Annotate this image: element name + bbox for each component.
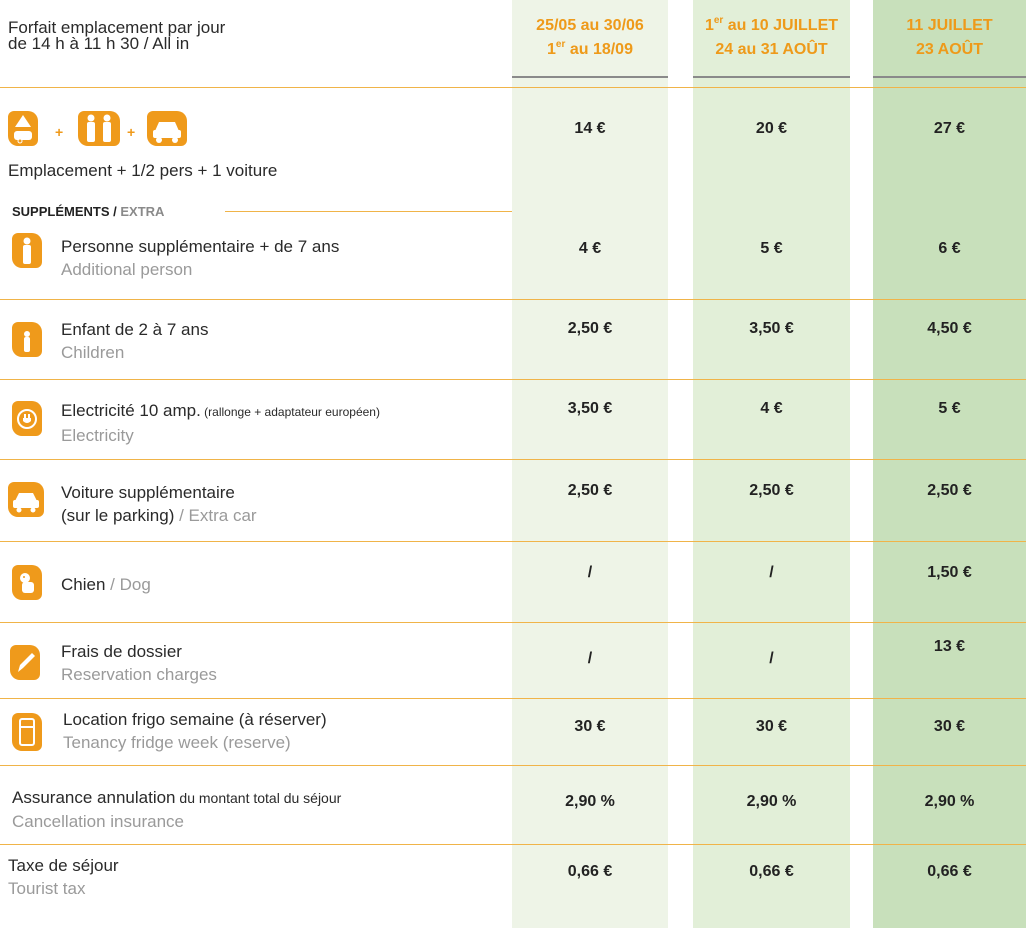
price-cell: 2,90 % — [565, 793, 615, 810]
row-label: Electricité 10 amp. (rallonge + adaptateur européen) Electricity — [61, 401, 380, 445]
price-cell: 20 € — [755, 120, 788, 137]
plus-sign: + — [127, 124, 136, 140]
price-cell: 4 € — [760, 400, 783, 417]
season-2-line-2: 24 au 31 AOÛT — [715, 41, 828, 58]
title-line-2: de 14 h à 11 h 30 / All in — [8, 34, 190, 53]
price-cell: 0,66 € — [749, 863, 794, 880]
plus-sign: + — [55, 124, 64, 140]
price-cell: / — [769, 650, 774, 667]
season-3-line-1: 11 JUILLET — [906, 17, 993, 34]
price-cell: / — [587, 564, 593, 581]
season-3-line-2: 23 AOÛT — [916, 41, 983, 58]
price-cell: 13 € — [933, 638, 966, 655]
pen-icon — [10, 645, 40, 680]
divider — [0, 459, 1026, 460]
price-cell: 27 € — [933, 120, 966, 137]
row-label: Personne supplémentaire + de 7 ans Additional person — [61, 237, 340, 279]
row-label: Assurance annulation du montant total du séjour Cancellation insurance — [12, 788, 342, 831]
price-cell: 5 € — [760, 240, 783, 257]
car-icon — [8, 482, 44, 517]
divider — [0, 844, 1026, 845]
price-cell: 1,50 € — [927, 564, 972, 581]
season-1-line-2: 1er au 18/09 — [547, 38, 633, 58]
season-column-3-bg — [873, 0, 1026, 928]
dog-icon — [12, 565, 42, 600]
row-label: Voiture supplémentaire (sur le parking) / Extra car — [61, 483, 257, 525]
row-label: Chien / Dog — [61, 575, 151, 594]
tent-caravan-icon — [8, 111, 38, 146]
divider — [0, 379, 1026, 380]
price-cell: / — [587, 650, 593, 667]
row-label: Frais de dossier Reservation charges — [61, 642, 217, 684]
price-cell: 0,66 € — [927, 863, 972, 880]
car-icon — [147, 111, 187, 146]
price-cell: 2,50 € — [567, 482, 613, 499]
divider — [0, 698, 1026, 699]
price-cell: 0,66 € — [567, 863, 613, 880]
two-persons-icon — [78, 111, 120, 146]
supplements-heading: SUPPLÉMENTS / EXTRA — [12, 204, 168, 219]
table-title — [8, 20, 225, 52]
price-cell: 4,50 € — [927, 320, 972, 337]
plug-icon — [12, 401, 42, 436]
season-header-3 — [873, 14, 1026, 62]
person-icon — [12, 233, 42, 268]
divider — [0, 541, 1026, 542]
price-cell: 2,50 € — [749, 482, 794, 499]
supplements-line — [225, 211, 512, 212]
season-column-2-bg — [693, 0, 850, 928]
row-label: Taxe de séjour Tourist tax — [8, 856, 119, 898]
season-header-2 — [693, 14, 850, 62]
season-column-1-bg — [512, 0, 668, 928]
price-cell: 14 € — [574, 120, 606, 137]
row-label: Enfant de 2 à 7 ans Children — [61, 320, 209, 362]
season-1-line-1: 25/05 au 30/06 — [536, 17, 644, 34]
divider — [0, 299, 1026, 300]
price-cell: 2,50 € — [927, 482, 972, 499]
price-cell: 2,90 % — [924, 793, 975, 810]
season-2-line-1: 1er au 10 JUILLET — [704, 14, 839, 34]
divider — [0, 622, 1026, 623]
price-cell: 2,50 € — [567, 320, 613, 337]
price-cell: 2,90 % — [746, 793, 797, 810]
main-row-label: Emplacement + 1/2 pers + 1 voiture — [8, 161, 278, 180]
price-cell: 3,50 € — [567, 400, 613, 417]
price-cell: / — [769, 564, 774, 581]
price-cell: 6 € — [938, 240, 961, 257]
season-header-1 — [512, 14, 668, 62]
price-cell: 30 € — [755, 718, 788, 735]
divider — [0, 87, 1026, 88]
fridge-icon — [12, 713, 42, 751]
price-cell: 3,50 € — [749, 320, 794, 337]
row-label: Location frigo semaine (à réserver) Tenancy fridge week (reserve) — [63, 710, 327, 752]
price-cell: 30 € — [933, 718, 966, 735]
title-line-1: Forfait emplacement par jour — [8, 18, 226, 37]
divider — [0, 765, 1026, 766]
child-icon — [12, 322, 42, 357]
price-cell: 4 € — [578, 240, 602, 257]
price-cell: 5 € — [938, 400, 961, 417]
price-cell: 30 € — [574, 718, 606, 735]
